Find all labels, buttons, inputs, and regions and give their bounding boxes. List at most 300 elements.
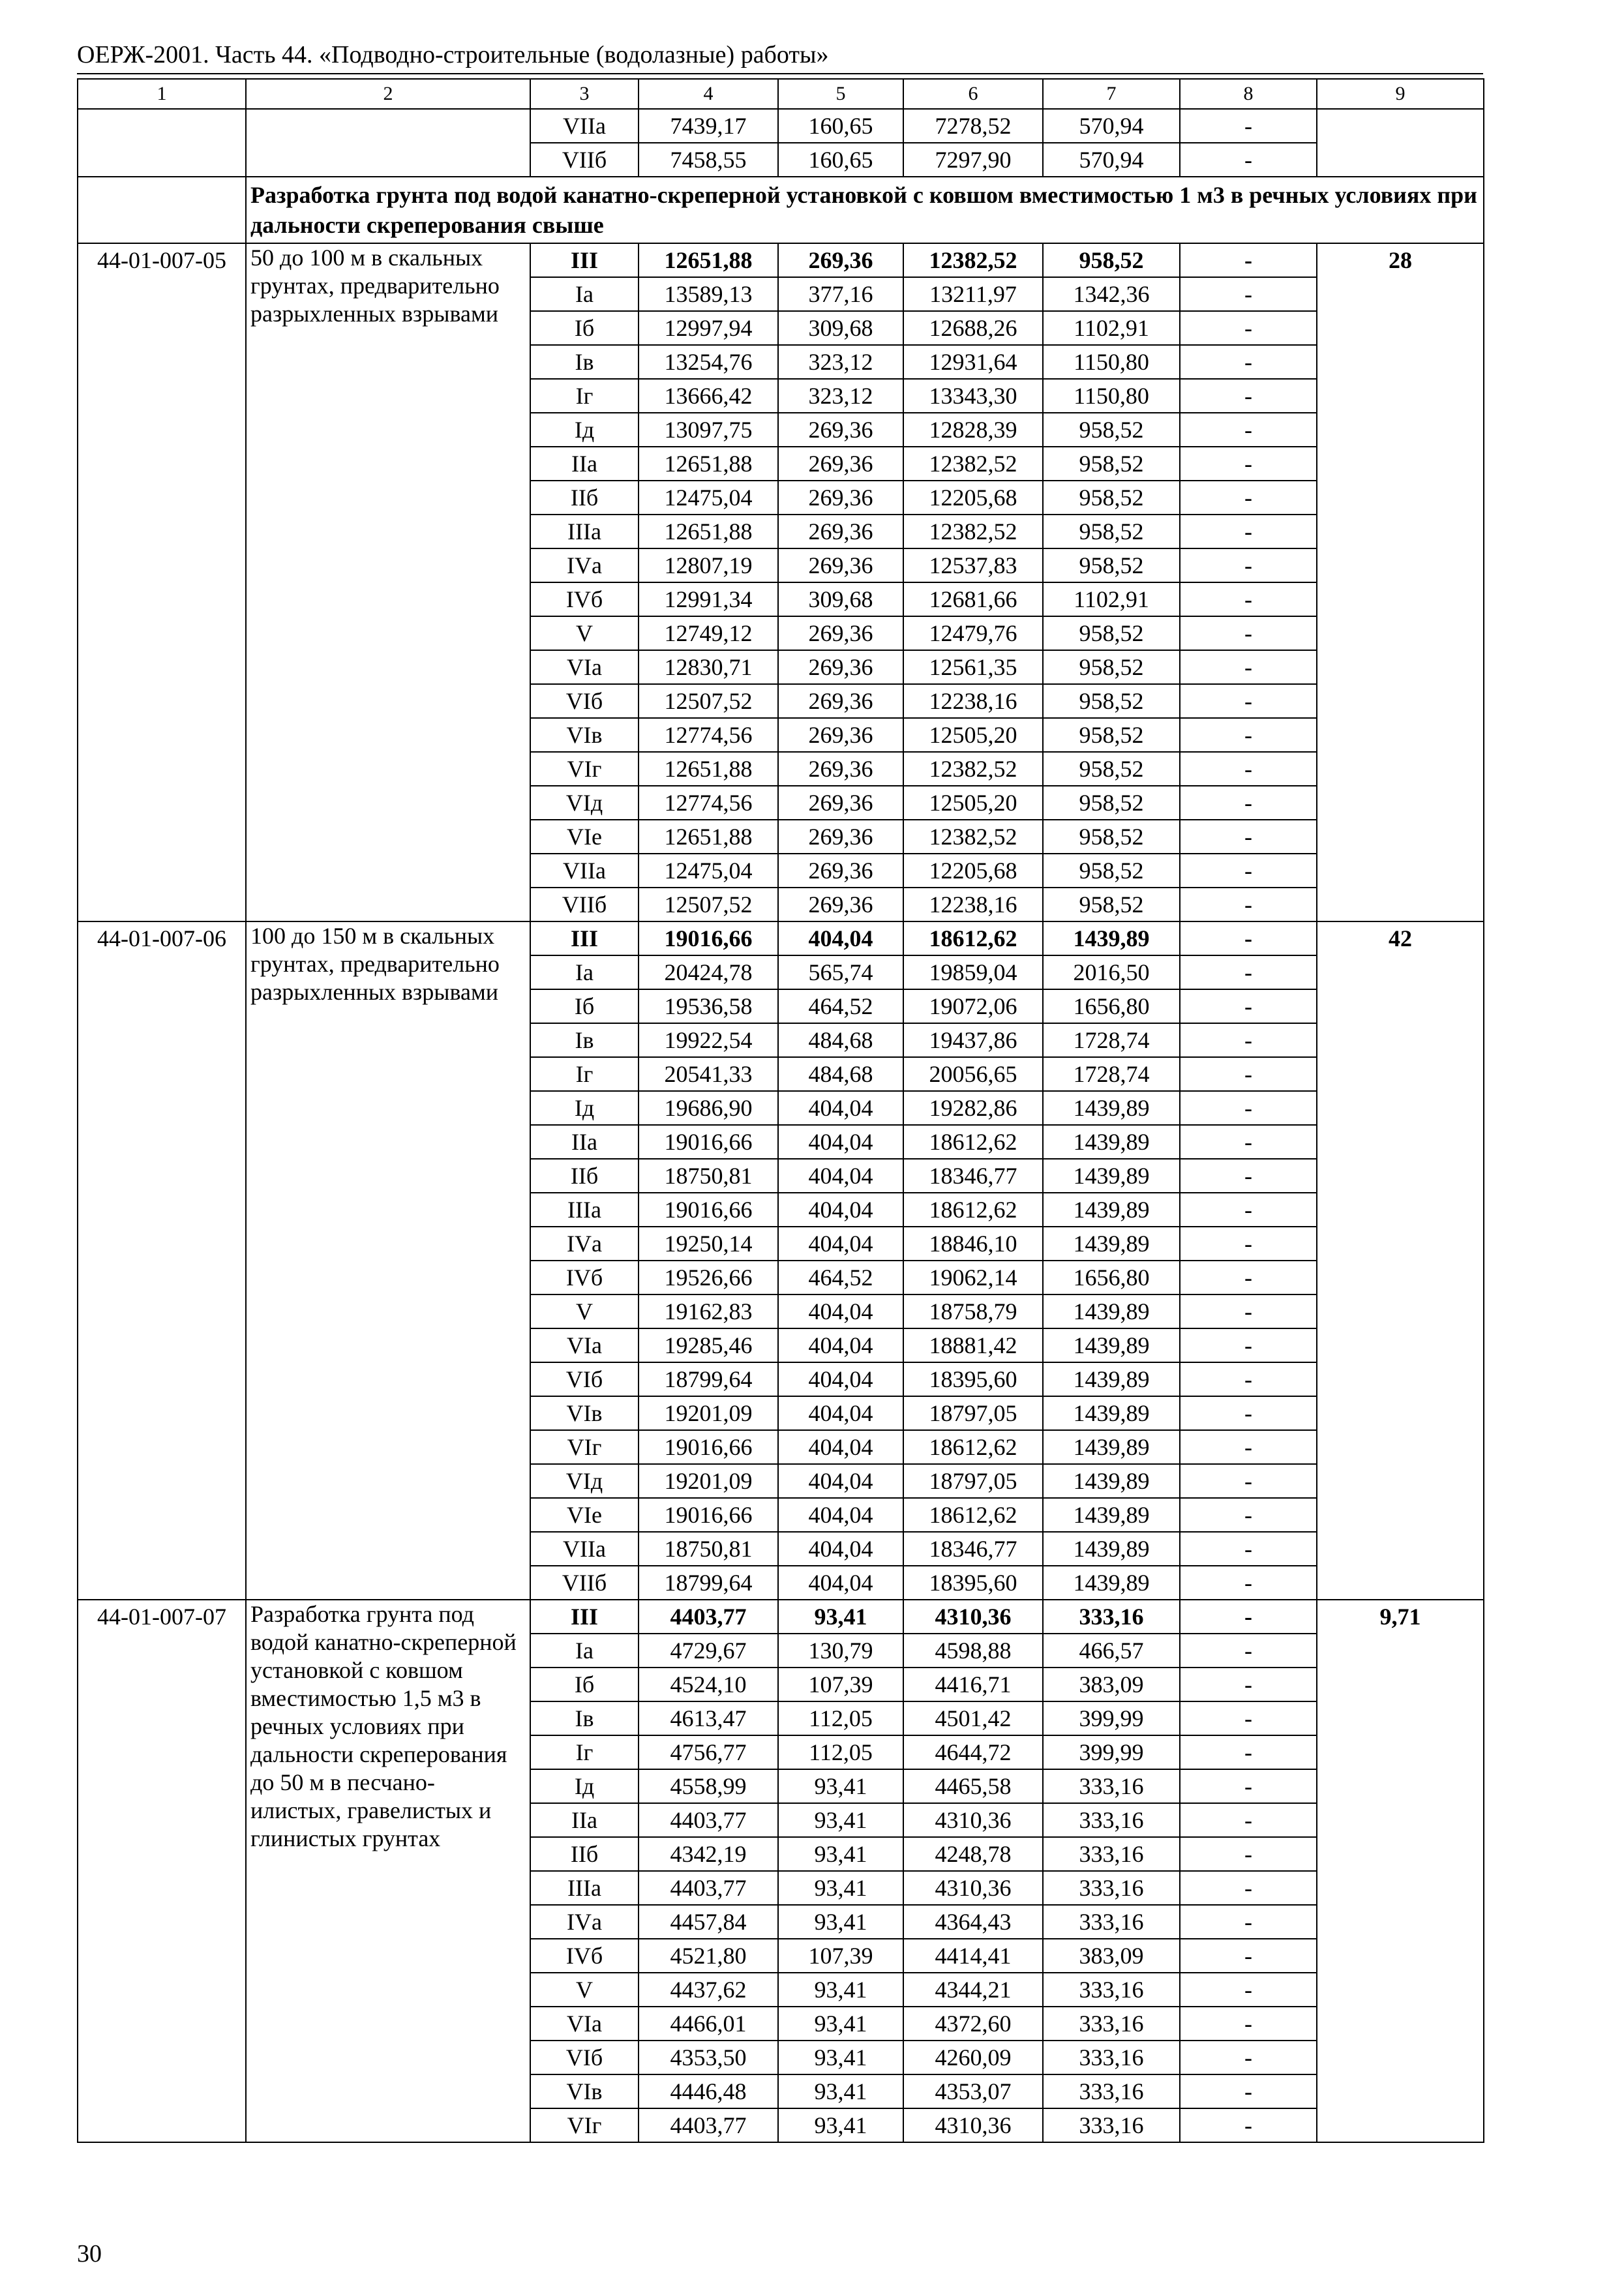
zone-code: VIд bbox=[530, 786, 639, 820]
machine-cost: 18881,42 bbox=[903, 1328, 1043, 1362]
machinist-wages: 1439,89 bbox=[1043, 1159, 1180, 1193]
zone-code: Iв bbox=[530, 345, 639, 379]
rate-description: 50 до 100 м в скальных грунтах, предварительно разрыхленных взрывами bbox=[246, 243, 530, 921]
materials: - bbox=[1180, 1566, 1317, 1600]
total-cost: 4437,62 bbox=[639, 1973, 778, 2007]
machinist-wages: 333,16 bbox=[1043, 1769, 1180, 1803]
machinist-wages: 1728,74 bbox=[1043, 1057, 1180, 1091]
wages: 323,12 bbox=[778, 345, 903, 379]
materials: - bbox=[1180, 684, 1317, 718]
wages: 269,36 bbox=[778, 243, 903, 277]
machine-cost: 12688,26 bbox=[903, 311, 1043, 345]
total-cost: 19250,14 bbox=[639, 1227, 778, 1261]
machinist-wages: 958,52 bbox=[1043, 718, 1180, 752]
materials: - bbox=[1180, 1396, 1317, 1430]
wages: 404,04 bbox=[778, 1362, 903, 1396]
machine-cost: 4364,43 bbox=[903, 1905, 1043, 1939]
materials: - bbox=[1180, 1600, 1317, 1634]
materials: - bbox=[1180, 1634, 1317, 1668]
machine-cost: 12382,52 bbox=[903, 752, 1043, 786]
total-cost: 4466,01 bbox=[639, 2007, 778, 2041]
materials: - bbox=[1180, 1159, 1317, 1193]
total-cost: 19922,54 bbox=[639, 1023, 778, 1057]
wages: 93,41 bbox=[778, 1837, 903, 1871]
machine-cost: 18612,62 bbox=[903, 1498, 1043, 1532]
materials: - bbox=[1180, 2041, 1317, 2074]
machinist-wages: 958,52 bbox=[1043, 481, 1180, 515]
total-cost: 19285,46 bbox=[639, 1328, 778, 1362]
column-number: 1 bbox=[78, 79, 246, 109]
machine-cost: 18395,60 bbox=[903, 1362, 1043, 1396]
machinist-wages: 958,52 bbox=[1043, 854, 1180, 888]
materials: - bbox=[1180, 379, 1317, 413]
materials: - bbox=[1180, 1023, 1317, 1057]
materials: - bbox=[1180, 1939, 1317, 1973]
wages: 93,41 bbox=[778, 2108, 903, 2142]
total-cost: 4342,19 bbox=[639, 1837, 778, 1871]
machine-cost: 12205,68 bbox=[903, 481, 1043, 515]
labor-cost: 9,71 bbox=[1317, 1600, 1484, 2142]
machine-cost: 18612,62 bbox=[903, 1125, 1043, 1159]
machinist-wages: 1656,80 bbox=[1043, 1261, 1180, 1294]
wages: 404,04 bbox=[778, 1430, 903, 1464]
wages: 93,41 bbox=[778, 1905, 903, 1939]
column-number: 9 bbox=[1317, 79, 1484, 109]
machine-cost: 4465,58 bbox=[903, 1769, 1043, 1803]
machinist-wages: 1439,89 bbox=[1043, 1498, 1180, 1532]
wages: 269,36 bbox=[778, 718, 903, 752]
materials: - bbox=[1180, 1837, 1317, 1871]
machine-cost: 7278,52 bbox=[903, 109, 1043, 143]
machine-cost: 4372,60 bbox=[903, 2007, 1043, 2041]
wages: 404,04 bbox=[778, 1498, 903, 1532]
zone-code: IVа bbox=[530, 1227, 639, 1261]
zone-code: Iа bbox=[530, 1634, 639, 1668]
total-cost: 12507,52 bbox=[639, 888, 778, 921]
machinist-wages: 1439,89 bbox=[1043, 1362, 1180, 1396]
total-cost: 12651,88 bbox=[639, 447, 778, 481]
machinist-wages: 958,52 bbox=[1043, 413, 1180, 447]
zone-code: IVа bbox=[530, 548, 639, 582]
column-number: 4 bbox=[639, 79, 778, 109]
materials: - bbox=[1180, 2108, 1317, 2142]
materials: - bbox=[1180, 1769, 1317, 1803]
total-cost: 18750,81 bbox=[639, 1532, 778, 1566]
machinist-wages: 1439,89 bbox=[1043, 921, 1180, 955]
wages: 269,36 bbox=[778, 515, 903, 548]
machine-cost: 4260,09 bbox=[903, 2041, 1043, 2074]
materials: - bbox=[1180, 481, 1317, 515]
machinist-wages: 1439,89 bbox=[1043, 1532, 1180, 1566]
wages: 565,74 bbox=[778, 955, 903, 989]
materials: - bbox=[1180, 1905, 1317, 1939]
zone-code: VIIа bbox=[530, 1532, 639, 1566]
machinist-wages: 1439,89 bbox=[1043, 1464, 1180, 1498]
machinist-wages: 1439,89 bbox=[1043, 1091, 1180, 1125]
zone-code: IIа bbox=[530, 1125, 639, 1159]
materials: - bbox=[1180, 548, 1317, 582]
total-cost: 13254,76 bbox=[639, 345, 778, 379]
machinist-wages: 1439,89 bbox=[1043, 1396, 1180, 1430]
zone-code: III bbox=[530, 1600, 639, 1634]
wages: 112,05 bbox=[778, 1701, 903, 1735]
column-number-row bbox=[78, 79, 1484, 109]
zone-code: V bbox=[530, 1294, 639, 1328]
total-cost: 12475,04 bbox=[639, 854, 778, 888]
total-cost: 4521,80 bbox=[639, 1939, 778, 1973]
machinist-wages: 2016,50 bbox=[1043, 955, 1180, 989]
materials: - bbox=[1180, 109, 1317, 143]
materials: - bbox=[1180, 650, 1317, 684]
wages: 404,04 bbox=[778, 921, 903, 955]
table-row bbox=[78, 109, 1484, 143]
machine-cost: 18612,62 bbox=[903, 1193, 1043, 1227]
machinist-wages: 333,16 bbox=[1043, 2108, 1180, 2142]
materials: - bbox=[1180, 1668, 1317, 1701]
materials: - bbox=[1180, 955, 1317, 989]
machinist-wages: 1439,89 bbox=[1043, 1566, 1180, 1600]
total-cost: 4756,77 bbox=[639, 1735, 778, 1769]
table-body bbox=[78, 79, 1484, 2142]
machine-cost: 12561,35 bbox=[903, 650, 1043, 684]
total-cost: 12774,56 bbox=[639, 718, 778, 752]
materials: - bbox=[1180, 582, 1317, 616]
column-number: 2 bbox=[246, 79, 530, 109]
zone-code: VIIб bbox=[530, 143, 639, 177]
rate-code: 44-01-007-06 bbox=[78, 921, 246, 1600]
machine-cost: 12479,76 bbox=[903, 616, 1043, 650]
wages: 323,12 bbox=[778, 379, 903, 413]
machinist-wages: 958,52 bbox=[1043, 650, 1180, 684]
wages: 112,05 bbox=[778, 1735, 903, 1769]
total-cost: 13589,13 bbox=[639, 277, 778, 311]
total-cost: 19016,66 bbox=[639, 1125, 778, 1159]
machinist-wages: 570,94 bbox=[1043, 143, 1180, 177]
zone-code: Iг bbox=[530, 1735, 639, 1769]
machine-cost: 12238,16 bbox=[903, 888, 1043, 921]
machine-cost: 4310,36 bbox=[903, 1871, 1043, 1905]
wages: 269,36 bbox=[778, 820, 903, 854]
wages: 404,04 bbox=[778, 1193, 903, 1227]
machinist-wages: 1342,36 bbox=[1043, 277, 1180, 311]
zone-code: IIIа bbox=[530, 1871, 639, 1905]
wages: 93,41 bbox=[778, 2074, 903, 2108]
column-number: 7 bbox=[1043, 79, 1180, 109]
total-cost: 4403,77 bbox=[639, 1871, 778, 1905]
total-cost: 4403,77 bbox=[639, 1600, 778, 1634]
total-cost: 4613,47 bbox=[639, 1701, 778, 1735]
wages: 309,68 bbox=[778, 311, 903, 345]
machinist-wages: 383,09 bbox=[1043, 1668, 1180, 1701]
rate-code: 44-01-007-07 bbox=[78, 1600, 246, 2142]
machine-cost: 12681,66 bbox=[903, 582, 1043, 616]
zone-code: Iд bbox=[530, 1769, 639, 1803]
materials: - bbox=[1180, 311, 1317, 345]
wages: 404,04 bbox=[778, 1532, 903, 1566]
zone-code: VIе bbox=[530, 1498, 639, 1532]
machine-cost: 4310,36 bbox=[903, 2108, 1043, 2142]
zone-code: V bbox=[530, 1973, 639, 2007]
machinist-wages: 958,52 bbox=[1043, 820, 1180, 854]
wages: 93,41 bbox=[778, 2007, 903, 2041]
wages: 269,36 bbox=[778, 413, 903, 447]
zone-code: Iв bbox=[530, 1701, 639, 1735]
materials: - bbox=[1180, 1803, 1317, 1837]
total-cost: 19201,09 bbox=[639, 1396, 778, 1430]
total-cost: 12997,94 bbox=[639, 311, 778, 345]
machine-cost: 18797,05 bbox=[903, 1396, 1043, 1430]
table-row bbox=[78, 921, 1484, 955]
zone-code: IIб bbox=[530, 1837, 639, 1871]
total-cost: 12991,34 bbox=[639, 582, 778, 616]
machinist-wages: 333,16 bbox=[1043, 1871, 1180, 1905]
total-cost: 12807,19 bbox=[639, 548, 778, 582]
materials: - bbox=[1180, 1701, 1317, 1735]
zone-code: VIIб bbox=[530, 1566, 639, 1600]
total-cost: 12830,71 bbox=[639, 650, 778, 684]
zone-code: VIа bbox=[530, 1328, 639, 1362]
machine-cost: 12931,64 bbox=[903, 345, 1043, 379]
machine-cost: 13343,30 bbox=[903, 379, 1043, 413]
total-cost: 19016,66 bbox=[639, 921, 778, 955]
machine-cost: 12382,52 bbox=[903, 447, 1043, 481]
zone-code: IIа bbox=[530, 447, 639, 481]
rate-description: 100 до 150 м в скальных грунтах, предварительно разрыхленных взрывами bbox=[246, 921, 530, 1600]
total-cost: 12749,12 bbox=[639, 616, 778, 650]
materials: - bbox=[1180, 243, 1317, 277]
column-number: 3 bbox=[530, 79, 639, 109]
wages: 93,41 bbox=[778, 1600, 903, 1634]
machinist-wages: 1102,91 bbox=[1043, 582, 1180, 616]
total-cost: 18799,64 bbox=[639, 1362, 778, 1396]
wages: 269,36 bbox=[778, 616, 903, 650]
materials: - bbox=[1180, 989, 1317, 1023]
machinist-wages: 958,52 bbox=[1043, 515, 1180, 548]
materials: - bbox=[1180, 820, 1317, 854]
zone-code: VIб bbox=[530, 1362, 639, 1396]
materials: - bbox=[1180, 786, 1317, 820]
machinist-wages: 958,52 bbox=[1043, 684, 1180, 718]
zone-code: Iа bbox=[530, 955, 639, 989]
total-cost: 12651,88 bbox=[639, 752, 778, 786]
section-heading-row bbox=[78, 177, 1484, 243]
column-number: 8 bbox=[1180, 79, 1317, 109]
machine-cost: 19282,86 bbox=[903, 1091, 1043, 1125]
zone-code: IIб bbox=[530, 1159, 639, 1193]
total-cost: 4457,84 bbox=[639, 1905, 778, 1939]
total-cost: 4446,48 bbox=[639, 2074, 778, 2108]
materials: - bbox=[1180, 1464, 1317, 1498]
zone-code: VIг bbox=[530, 752, 639, 786]
machine-cost: 13211,97 bbox=[903, 277, 1043, 311]
machine-cost: 4416,71 bbox=[903, 1668, 1043, 1701]
zone-code: Iд bbox=[530, 413, 639, 447]
wages: 269,36 bbox=[778, 447, 903, 481]
zone-code: VIб bbox=[530, 2041, 639, 2074]
wages: 93,41 bbox=[778, 1871, 903, 1905]
total-cost: 18750,81 bbox=[639, 1159, 778, 1193]
machinist-wages: 958,52 bbox=[1043, 888, 1180, 921]
machine-cost: 19062,14 bbox=[903, 1261, 1043, 1294]
machine-cost: 4353,07 bbox=[903, 2074, 1043, 2108]
materials: - bbox=[1180, 1735, 1317, 1769]
wages: 404,04 bbox=[778, 1396, 903, 1430]
zone-code: III bbox=[530, 921, 639, 955]
rate-description-cell bbox=[246, 109, 530, 177]
wages: 160,65 bbox=[778, 109, 903, 143]
machinist-wages: 333,16 bbox=[1043, 1837, 1180, 1871]
zone-code: IVа bbox=[530, 1905, 639, 1939]
machine-cost: 20056,65 bbox=[903, 1057, 1043, 1091]
wages: 377,16 bbox=[778, 277, 903, 311]
wages: 160,65 bbox=[778, 143, 903, 177]
materials: - bbox=[1180, 1430, 1317, 1464]
labor-cost: 28 bbox=[1317, 243, 1484, 921]
materials: - bbox=[1180, 1532, 1317, 1566]
machinist-wages: 1439,89 bbox=[1043, 1294, 1180, 1328]
page-number: 30 bbox=[77, 2240, 102, 2267]
materials: - bbox=[1180, 888, 1317, 921]
machinist-wages: 570,94 bbox=[1043, 109, 1180, 143]
rate-code: 44-01-007-05 bbox=[78, 243, 246, 921]
wages: 404,04 bbox=[778, 1091, 903, 1125]
wages: 269,36 bbox=[778, 854, 903, 888]
wages: 464,52 bbox=[778, 1261, 903, 1294]
materials: - bbox=[1180, 2074, 1317, 2108]
machinist-wages: 1150,80 bbox=[1043, 345, 1180, 379]
wages: 404,04 bbox=[778, 1328, 903, 1362]
machine-cost: 4598,88 bbox=[903, 1634, 1043, 1668]
total-cost: 18799,64 bbox=[639, 1566, 778, 1600]
wages: 404,04 bbox=[778, 1227, 903, 1261]
total-cost: 20424,78 bbox=[639, 955, 778, 989]
materials: - bbox=[1180, 345, 1317, 379]
total-cost: 20541,33 bbox=[639, 1057, 778, 1091]
total-cost: 4558,99 bbox=[639, 1769, 778, 1803]
total-cost: 4353,50 bbox=[639, 2041, 778, 2074]
total-cost: 19536,58 bbox=[639, 989, 778, 1023]
machine-cost: 18612,62 bbox=[903, 1430, 1043, 1464]
zone-code: VIв bbox=[530, 718, 639, 752]
wages: 484,68 bbox=[778, 1023, 903, 1057]
section-heading: Разработка грунта под водой канатно-скреперной установкой с ковшом вместимостью 1 м3 в речных условиях при дальности скреперования свыше bbox=[246, 177, 1484, 243]
machine-cost: 4310,36 bbox=[903, 1600, 1043, 1634]
total-cost: 4729,67 bbox=[639, 1634, 778, 1668]
machine-cost: 18846,10 bbox=[903, 1227, 1043, 1261]
zone-code: IIIа bbox=[530, 1193, 639, 1227]
machinist-wages: 1728,74 bbox=[1043, 1023, 1180, 1057]
zone-code: IVб bbox=[530, 1939, 639, 1973]
materials: - bbox=[1180, 143, 1317, 177]
zone-code: VIе bbox=[530, 820, 639, 854]
zone-code: IIб bbox=[530, 481, 639, 515]
wages: 269,36 bbox=[778, 786, 903, 820]
total-cost: 13666,42 bbox=[639, 379, 778, 413]
total-cost: 4403,77 bbox=[639, 1803, 778, 1837]
machinist-wages: 383,09 bbox=[1043, 1939, 1180, 1973]
zone-code: VIв bbox=[530, 2074, 639, 2108]
machine-cost: 12505,20 bbox=[903, 718, 1043, 752]
total-cost: 12774,56 bbox=[639, 786, 778, 820]
wages: 464,52 bbox=[778, 989, 903, 1023]
section-heading-spacer bbox=[78, 177, 246, 243]
zone-code: Iг bbox=[530, 379, 639, 413]
machinist-wages: 958,52 bbox=[1043, 243, 1180, 277]
rates-table bbox=[77, 78, 1484, 2143]
zone-code: VIг bbox=[530, 1430, 639, 1464]
machine-cost: 12382,52 bbox=[903, 820, 1043, 854]
machine-cost: 4248,78 bbox=[903, 1837, 1043, 1871]
machine-cost: 18797,05 bbox=[903, 1464, 1043, 1498]
total-cost: 19016,66 bbox=[639, 1430, 778, 1464]
wages: 269,36 bbox=[778, 888, 903, 921]
total-cost: 12651,88 bbox=[639, 515, 778, 548]
total-cost: 7458,55 bbox=[639, 143, 778, 177]
materials: - bbox=[1180, 1193, 1317, 1227]
wages: 269,36 bbox=[778, 548, 903, 582]
materials: - bbox=[1180, 1973, 1317, 2007]
machine-cost: 12382,52 bbox=[903, 515, 1043, 548]
materials: - bbox=[1180, 413, 1317, 447]
header-rule bbox=[77, 73, 1483, 74]
machine-cost: 18346,77 bbox=[903, 1159, 1043, 1193]
machinist-wages: 958,52 bbox=[1043, 616, 1180, 650]
wages: 107,39 bbox=[778, 1668, 903, 1701]
table-row bbox=[78, 1600, 1484, 1634]
machinist-wages: 1439,89 bbox=[1043, 1227, 1180, 1261]
zone-code: Iд bbox=[530, 1091, 639, 1125]
materials: - bbox=[1180, 752, 1317, 786]
column-number: 5 bbox=[778, 79, 903, 109]
machine-cost: 19072,06 bbox=[903, 989, 1043, 1023]
materials: - bbox=[1180, 1057, 1317, 1091]
wages: 93,41 bbox=[778, 2041, 903, 2074]
zone-code: VIд bbox=[530, 1464, 639, 1498]
machine-cost: 4414,41 bbox=[903, 1939, 1043, 1973]
machine-cost: 18346,77 bbox=[903, 1532, 1043, 1566]
zone-code: VIIб bbox=[530, 888, 639, 921]
machinist-wages: 399,99 bbox=[1043, 1701, 1180, 1735]
machine-cost: 12205,68 bbox=[903, 854, 1043, 888]
table-row bbox=[78, 243, 1484, 277]
machinist-wages: 958,52 bbox=[1043, 786, 1180, 820]
zone-code: VIа bbox=[530, 2007, 639, 2041]
total-cost: 19016,66 bbox=[639, 1193, 778, 1227]
machinist-wages: 333,16 bbox=[1043, 2007, 1180, 2041]
wages: 404,04 bbox=[778, 1464, 903, 1498]
machinist-wages: 1656,80 bbox=[1043, 989, 1180, 1023]
machine-cost: 12537,83 bbox=[903, 548, 1043, 582]
wages: 269,36 bbox=[778, 650, 903, 684]
page-header: ОЕРЖ-2001. Часть 44. «Подводно-строительные (водолазные) работы» bbox=[77, 41, 829, 68]
materials: - bbox=[1180, 1294, 1317, 1328]
materials: - bbox=[1180, 1362, 1317, 1396]
machinist-wages: 1150,80 bbox=[1043, 379, 1180, 413]
materials: - bbox=[1180, 1125, 1317, 1159]
machinist-wages: 399,99 bbox=[1043, 1735, 1180, 1769]
machinist-wages: 1439,89 bbox=[1043, 1193, 1180, 1227]
zone-code: Iб bbox=[530, 989, 639, 1023]
total-cost: 4403,77 bbox=[639, 2108, 778, 2142]
machinist-wages: 466,57 bbox=[1043, 1634, 1180, 1668]
machine-cost: 4310,36 bbox=[903, 1803, 1043, 1837]
machine-cost: 19437,86 bbox=[903, 1023, 1043, 1057]
zone-code: VIб bbox=[530, 684, 639, 718]
wages: 269,36 bbox=[778, 752, 903, 786]
wages: 404,04 bbox=[778, 1294, 903, 1328]
zone-code: VIв bbox=[530, 1396, 639, 1430]
labor-cost: 42 bbox=[1317, 921, 1484, 1600]
